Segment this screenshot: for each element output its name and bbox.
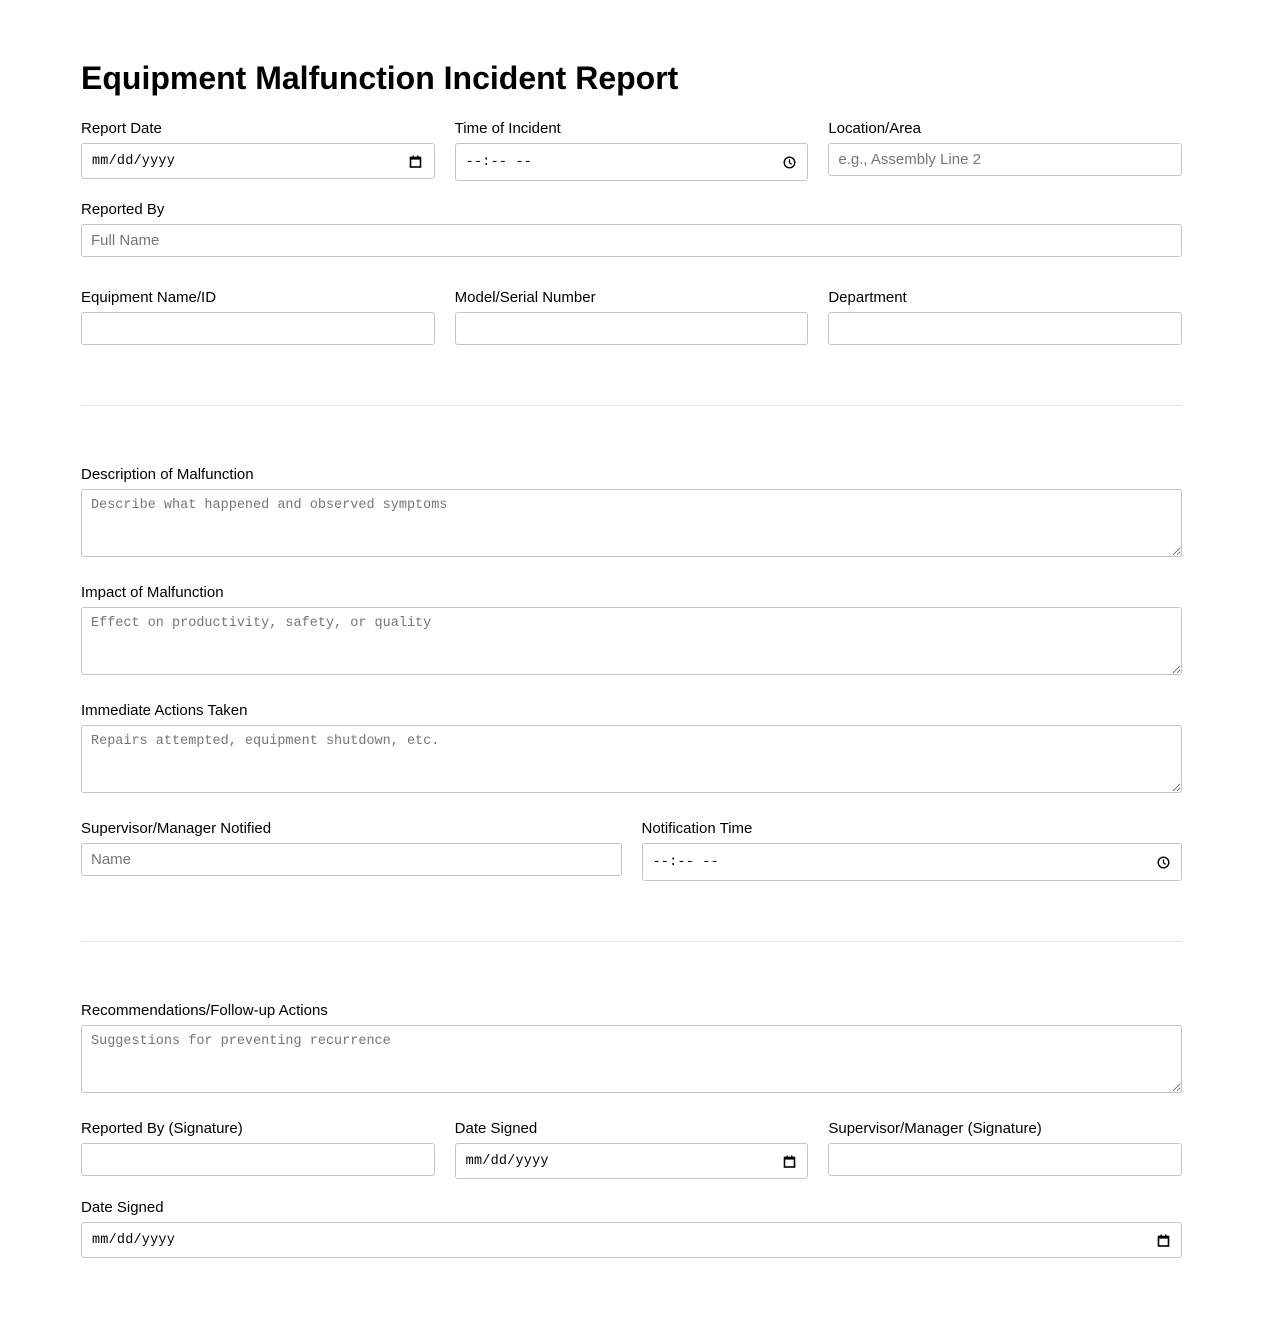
notification-time-value: --:-- -- [652, 854, 719, 870]
field-date-signed-2 [81, 1199, 1182, 1258]
supervisor-signature-input[interactable] [828, 1143, 1182, 1176]
equipment-name-input[interactable] [81, 312, 435, 345]
supervisor-notified-label: Supervisor/Manager Notified [81, 820, 272, 837]
date-signed-value: mm/dd/yyyy [465, 1153, 549, 1169]
report-date-value: mm/dd/yyyy [92, 153, 176, 169]
impact-label: Impact of Malfunction [81, 584, 224, 601]
notification-time-input[interactable] [642, 843, 1183, 881]
field-notification-time [642, 820, 1183, 881]
field-department [828, 289, 1182, 345]
location-label: Location/Area [828, 120, 921, 137]
field-location [828, 120, 1182, 181]
supervisor-notified-input[interactable] [81, 843, 622, 876]
field-equipment-name [81, 289, 435, 345]
calendar-icon[interactable] [408, 153, 424, 169]
reported-by-label: Reported By [81, 201, 165, 218]
time-of-incident-label: Time of Incident [454, 120, 561, 137]
department-input[interactable] [828, 312, 1182, 345]
row-signatures [81, 1120, 1182, 1179]
field-reported-by [81, 201, 1182, 257]
report-date-label: Report Date [81, 120, 162, 137]
section-divider [81, 405, 1182, 406]
recommendations-textarea[interactable] [81, 1025, 1182, 1093]
clock-icon[interactable] [781, 154, 797, 170]
reporter-signature-label: Reported By (Signature) [81, 1120, 243, 1137]
row-date-signed-2 [81, 1199, 1182, 1258]
location-input[interactable] [828, 143, 1182, 176]
field-date-signed-1 [455, 1120, 809, 1179]
field-impact [81, 584, 1182, 675]
notification-time-label: Notification Time [641, 820, 753, 837]
model-serial-label: Model/Serial Number [454, 289, 596, 306]
row-reported-by [81, 201, 1182, 257]
time-of-incident-input[interactable] [455, 143, 809, 181]
date-signed-2-label: Date Signed [81, 1199, 164, 1216]
date-signed-2-value: mm/dd/yyyy [92, 1232, 176, 1248]
row-date-time-location [81, 120, 1182, 181]
equipment-name-label: Equipment Name/ID [81, 289, 217, 306]
calendar-icon[interactable] [781, 1153, 797, 1169]
field-reporter-signature [81, 1120, 435, 1179]
reporter-signature-input[interactable] [81, 1143, 435, 1176]
date-signed-label: Date Signed [454, 1120, 538, 1137]
field-model-serial [455, 289, 809, 345]
incident-report-form [81, 0, 1182, 1258]
calendar-icon[interactable] [1155, 1232, 1171, 1248]
impact-textarea[interactable] [81, 607, 1182, 675]
page-title: Equipment Malfunction Incident Report [81, 60, 679, 96]
field-supervisor-notified [81, 820, 622, 881]
supervisor-signature-label: Supervisor/Manager (Signature) [828, 1120, 1042, 1137]
model-serial-input[interactable] [455, 312, 809, 345]
clock-icon[interactable] [1155, 854, 1171, 870]
department-label: Department [828, 289, 907, 306]
immediate-actions-textarea[interactable] [81, 725, 1182, 793]
row-notification [81, 820, 1182, 881]
time-of-incident-value: --:-- -- [465, 154, 533, 170]
reported-by-input[interactable] [81, 224, 1182, 257]
report-date-input[interactable] [81, 143, 435, 179]
immediate-actions-label: Immediate Actions Taken [81, 702, 248, 719]
field-recommendations [81, 1002, 1182, 1093]
description-textarea[interactable] [81, 489, 1182, 557]
description-label: Description of Malfunction [81, 466, 254, 483]
row-equipment [81, 289, 1182, 345]
field-report-date [81, 120, 435, 181]
date-signed-input[interactable] [455, 1143, 809, 1179]
field-immediate-actions [81, 702, 1182, 793]
recommendations-label: Recommendations/Follow-up Actions [81, 1002, 328, 1019]
section-divider [81, 941, 1182, 942]
date-signed-2-input[interactable] [81, 1222, 1182, 1258]
field-time-of-incident [455, 120, 809, 181]
field-supervisor-signature [828, 1120, 1182, 1179]
field-description [81, 466, 1182, 557]
